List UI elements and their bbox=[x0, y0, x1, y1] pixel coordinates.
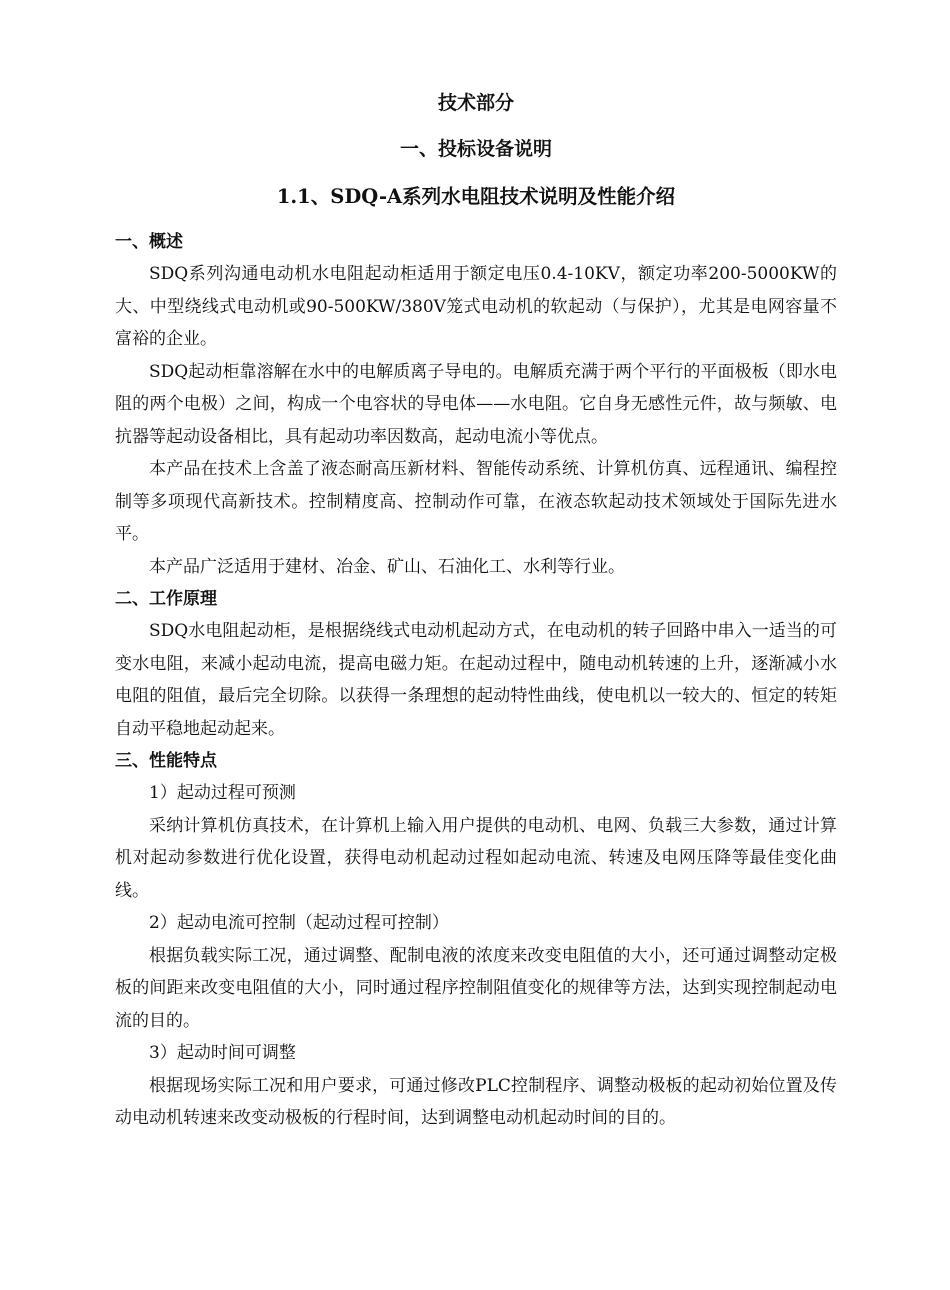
feature-3-title: 3）起动时间可调整 bbox=[149, 1043, 296, 1063]
feature-1-text: 采纳计算机仿真技术，在计算机上输入用户提供的电动机、电网、负载三大参数，通过计算机对起动参数进行优化设置，获得电动机起动过程如起动电流、转速及电网压降等最佳变化曲线。 bbox=[115, 815, 837, 901]
document-page bbox=[115, 88, 837, 1135]
overview-paragraph-1: SDQ系列沟通电动机水电阻起动柜适用于额定电压0.4-10KV，额定功率200-5000KW的大、中型绕线式电动机或90-500KW/380V笼式电动机的软起动（与保护），尤其是电网容量不富裕的企业。 bbox=[115, 264, 837, 349]
feature-3-text: 根据现场实际工况和用户要求，可通过修改PLC控制程序、调整动极板的起动初始位置及传动电动机转速来改变动极板的行程时间，达到调整电动机起动时间的目的。 bbox=[115, 1075, 837, 1128]
overview-paragraph-4: 本产品广泛适用于建材、冶金、矿山、石油化工、水利等行业。 bbox=[149, 556, 625, 577]
feature-2-text: 根据负载实际工况，通过调整、配制电液的浓度来改变电阻值的大小，还可通过调整动定极板的间距来改变电阻值的大小，同时通过程序控制阻值变化的规律等方法，达到实现控制起动电流的目的。 bbox=[115, 945, 837, 1031]
document-title: 技术部分 bbox=[437, 92, 514, 114]
principle-paragraph: SDQ水电阻起动柜，是根据绕线式电动机起动方式，在电动机的转子回路中串入一适当的可变水电阻，来减小起动电流，提高电磁力矩。在起动过程中，随电动机转速的上升，逐渐减小水电阻的阻值，最后完全切除。以获得一条理想的起动特性曲线，使电机以一较大的、恒定的转矩自动平稳地起动起来。 bbox=[115, 621, 837, 739]
features-heading: 三、性能特点 bbox=[115, 751, 217, 771]
subsection-title: 1.1、SDQ-A系列水电阻技术说明及性能介绍 bbox=[276, 185, 676, 208]
overview-paragraph-3: 本产品在技术上含盖了液态耐高压新材料、智能传动系统、计算机仿真、远程通讯、编程控制等多项现代高新技术。控制精度高、控制动作可靠，在液态软起动技术领域处于国际先进水平。 bbox=[115, 459, 837, 544]
overview-heading: 一、概述 bbox=[115, 232, 183, 252]
feature-2-title: 2）起动电流可控制（起动过程可控制） bbox=[149, 913, 449, 933]
overview-paragraph-2: SDQ起动柜靠溶解在水中的电解质离子导电的。电解质充满于两个平行的平面极板（即水电阻的两个电极）之间，构成一个电容状的导电体——水电阻。它自身无感性元件，故与频敏、电抗器等起动设备相比，具有起动功率因数高，起动电流小等优点。 bbox=[115, 361, 837, 447]
principle-heading: 二、工作原理 bbox=[115, 589, 217, 609]
feature-1-title: 1）起动过程可预测 bbox=[149, 783, 296, 803]
section-title: 一、投标设备说明 bbox=[399, 138, 552, 160]
